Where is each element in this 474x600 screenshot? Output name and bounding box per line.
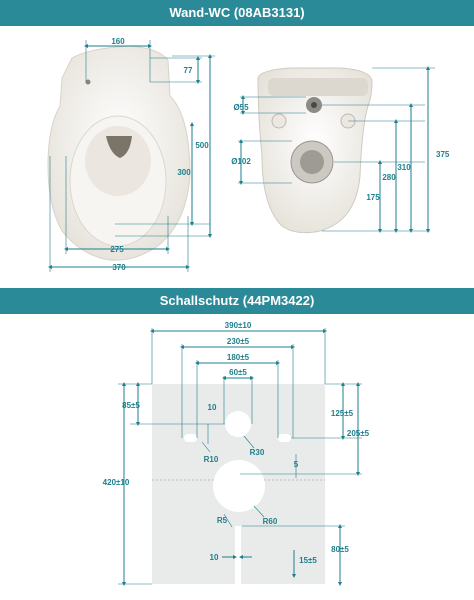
dim-r10: R10 [203, 455, 219, 464]
dim-125: 125±5 [330, 409, 354, 418]
dim-d102: Ø102 [231, 157, 251, 166]
dim-310: 310 [397, 163, 411, 172]
dim-r30: R30 [249, 448, 265, 457]
dim-280: 280 [382, 173, 396, 182]
fixing-hole-left [272, 114, 286, 128]
dim-420: 420±10 [102, 478, 130, 487]
dim-gap-10: 10 [207, 403, 217, 412]
wc-section-banner [0, 0, 474, 26]
dim-d55: Ø55 [233, 103, 249, 112]
plate-drawing [0, 314, 474, 600]
dim-85: 85±5 [122, 401, 140, 410]
dim-275: 275 [110, 245, 124, 254]
dim-77: 77 [183, 66, 193, 75]
wc-section-title: Wand-WC (08AB3131) [169, 5, 305, 20]
sound-section-title: Schallschutz (44PM3422) [159, 293, 315, 308]
dim-390: 390±10 [224, 321, 252, 330]
dim-205: 205±5 [346, 429, 370, 438]
dim-slit-10: 10 [209, 553, 219, 562]
wc-drawing [0, 26, 474, 302]
dim-500: 500 [195, 141, 209, 150]
plate-hole-r30 [225, 411, 251, 437]
wc-back-view [258, 68, 372, 233]
dim-160: 160 [111, 37, 125, 46]
dim-175: 175 [366, 193, 380, 202]
dim-60: 60±5 [229, 368, 247, 377]
plate-slit [235, 526, 241, 584]
dim-300: 300 [177, 168, 191, 177]
sound-section-banner [0, 288, 474, 314]
dim-r5: R5 [216, 516, 228, 525]
plate-hole-r60 [213, 460, 265, 512]
dim-180: 180±5 [226, 353, 250, 362]
plate-slot-right [278, 434, 291, 442]
sound-insulation-plate [152, 384, 325, 584]
dim-80: 80±5 [331, 545, 349, 554]
wc-front-view [48, 46, 190, 260]
dim-370: 370 [112, 263, 126, 272]
dim-5: 5 [293, 460, 299, 469]
dim-r60: R60 [262, 517, 278, 526]
dim-230: 230±5 [226, 337, 250, 346]
dim-375: 375 [436, 150, 450, 159]
plate-slot-left [184, 434, 197, 442]
dim-15: 15±5 [299, 556, 317, 565]
